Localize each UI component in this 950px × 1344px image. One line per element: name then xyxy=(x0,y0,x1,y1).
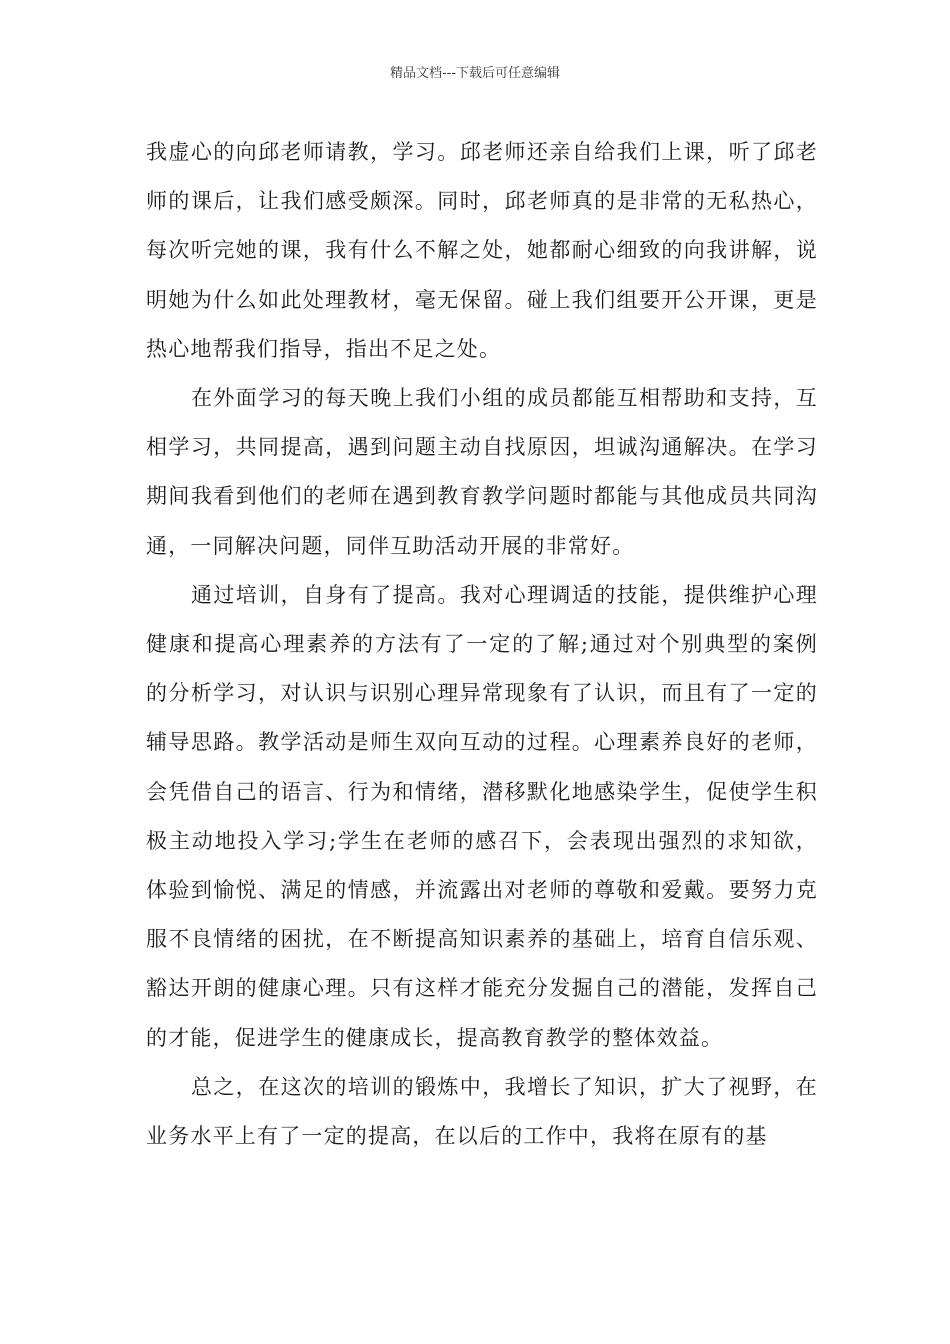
paragraph-2: 在外面学习的每天晚上我们小组的成员都能互相帮助和支持，互相学习，共同提高，遇到问题主动自找原因，坦诚沟通解决。在学习期间我看到他们的老师在遇到教育教学问题时都能与其他成员共同沟通，一同解决问题，同伴互助活动开展的非常好。 xyxy=(146,386,818,558)
document-body xyxy=(146,128,818,1161)
page-header: 精品文档---下载后可任意编辑 xyxy=(389,66,561,81)
paragraph-3: 通过培训，自身有了提高。我对心理调适的技能，提供维护心理健康和提高心理素养的方法有了一定的了解;通过对个别典型的案例的分析学习，对认识与识别心理异常现象有了认识，而且有了一定的辅导思路。教学活动是师生双向互动的过程。心理素养良好的老师，会凭借自己的语言、行为和情绪，潜移默化地感染学生，促使学生积极主动地投入学习;学生在老师的感召下，会表现出强烈的求知欲，体验到愉悦、满足的情感，并流露出对老师的尊敬和爱戴。要努力克服不良情绪的困扰，在不断提高知识素养的基础上，培育自信乐观、豁达开朗的健康心理。只有这样才能充分发掘自己的潜能，发挥自己的才能，促进学生的健康成长，提高教育教学的整体效益。 xyxy=(146,582,818,1050)
paragraph-1: 我虚心的向邱老师请教，学习。邱老师还亲自给我们上课，听了邱老师的课后，让我们感受颇深。同时，邱老师真的是非常的无私热心，每次听完她的课，我有什么不解之处，她都耐心细致的向我讲解，说明她为什么如此处理教材，毫无保留。碰上我们组要开公开课，更是热心地帮我们指导，指出不足之处。 xyxy=(146,140,818,361)
paragraph-4: 总之，在这次的培训的锻炼中，我增长了知识，扩大了视野，在业务水平上有了一定的提高，在以后的工作中，我将在原有的基 xyxy=(146,1074,818,1149)
